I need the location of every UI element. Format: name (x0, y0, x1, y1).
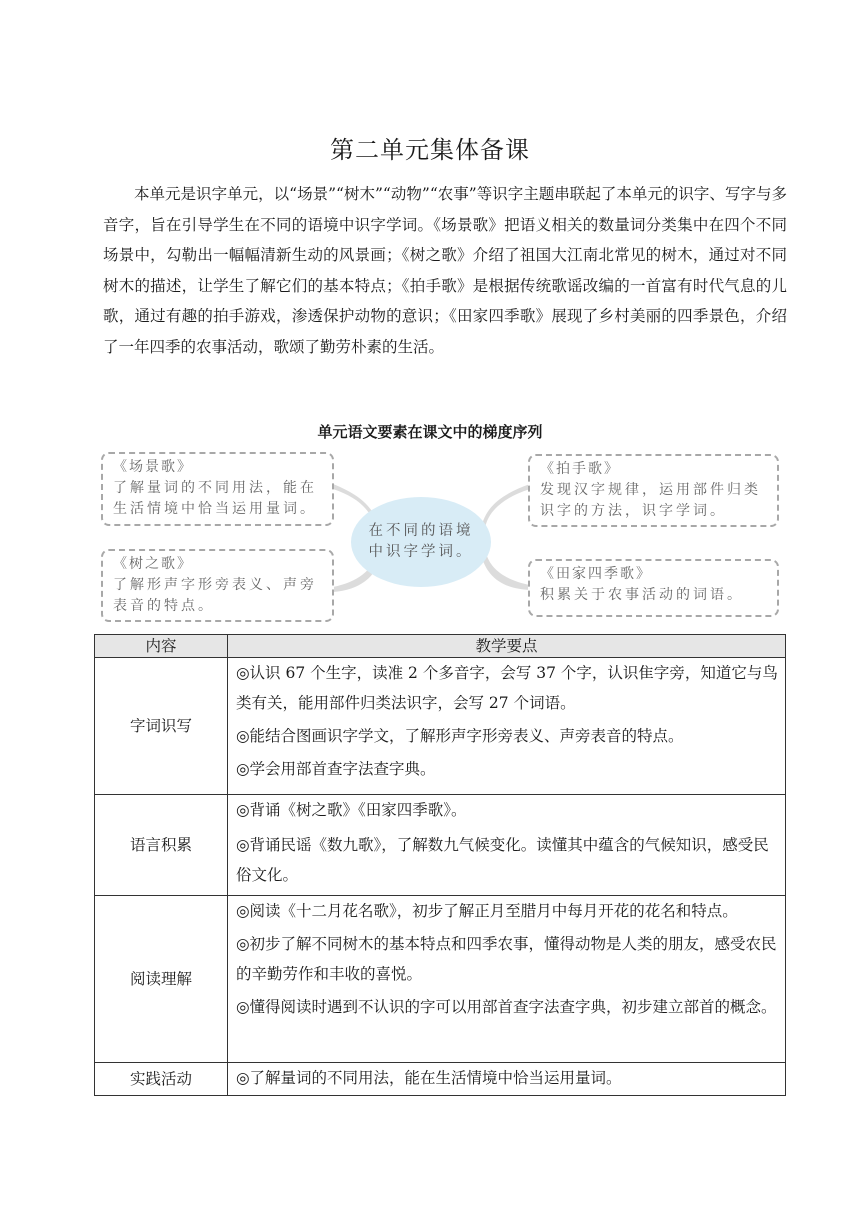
lesson-desc: 了解形声字形旁表义、声旁表音的特点。 (113, 577, 317, 614)
teaching-points-table (94, 634, 786, 1096)
table-row (95, 1063, 786, 1096)
teaching-point: ◎认识 67 个生字，读准 2 个多音字，会写 37 个字，认识隹字旁，知道它与鸟类有关，能用部件归类法识字，会写 27 个词语。 (236, 664, 778, 712)
row-category: 阅读理解 (95, 896, 228, 1063)
lesson-title: 《场景歌》 (113, 459, 193, 475)
lesson-title: 《树之歌》 (113, 556, 193, 572)
row-points (228, 795, 786, 896)
row-category: 实践活动 (95, 1063, 228, 1096)
teaching-point: ◎能结合图画识字学文，了解形声字形旁表义、声旁表音的特点。 (236, 727, 684, 745)
teaching-point: ◎背诵民谣《数九歌》，了解数九气候变化。读懂其中蕴含的气候知识，感受民俗文化。 (236, 836, 769, 884)
lesson-box-shuzhige (101, 549, 334, 622)
lesson-title: 《田家四季歌》 (540, 566, 652, 582)
row-points (228, 658, 786, 795)
lesson-desc: 发现汉字规律，运用部件归类识字的方法，识字学词。 (540, 482, 761, 519)
table-header-row (95, 635, 786, 658)
center-bubble (351, 497, 491, 587)
row-points (228, 1063, 786, 1096)
teaching-point: ◎了解量词的不同用法，能在生活情境中恰当运用量词。 (236, 1069, 622, 1087)
row-points (228, 896, 786, 1063)
lesson-box-changjingge (101, 452, 334, 526)
table-row (95, 658, 786, 795)
teaching-point: ◎懂得阅读时遇到不认识的字可以用部首查字法查字典，初步建立部首的概念。 (236, 998, 777, 1016)
header-points: 教学要点 (228, 635, 786, 658)
lesson-box-tianjiasijige (528, 559, 779, 617)
diagram-title: 单元语文要素在课文中的梯度序列 (317, 423, 543, 441)
row-category: 语言积累 (95, 795, 228, 896)
table-row (95, 896, 786, 1063)
intro-paragraph: 本单元是识字单元，以“场景”“树木”“动物”“农事”等识字主题串联起了本单元的识字、写字与多音字，旨在引导学生在不同的语境中识字学词。《场景歌》把语义相关的数量词分类集中在四个不同场景中，勾勒出一幅幅清新生动的风景画；《树之歌》介绍了祖国大江南北常见的树木，通过对不同树木的描述，让学生了解它们的基本特点；《拍手歌》是根据传统歌谣改编的一首富有时代气息的儿歌，通过有趣的拍手游戏，渗透保护动物的意识；《田家四季歌》展现了乡村美丽的四季景色，介绍了一年四季的农事活动，歌颂了勤劳朴素的生活。 (103, 185, 787, 356)
teaching-point: ◎学会用部首查字法查字典。 (236, 760, 436, 778)
row-category: 字词识写 (95, 658, 228, 795)
lesson-desc: 积累关于农事活动的词语。 (540, 587, 744, 603)
lesson-title: 《拍手歌》 (540, 461, 620, 477)
teaching-point: ◎阅读《十二月花名歌》，初步了解正月至腊月中每月开花的花名和特点。 (236, 902, 738, 920)
table-row (95, 795, 786, 896)
header-content: 内容 (95, 635, 228, 658)
teaching-point: ◎初步了解不同树木的基本特点和四季农事，懂得动物是人类的朋友，感受农民的辛勤劳作和丰收的喜悦。 (236, 935, 777, 983)
connector-bottom-right (481, 553, 530, 590)
connector-top-right (481, 484, 530, 528)
lesson-desc: 了解量词的不同用法，能在生活情境中恰当运用量词。 (113, 480, 317, 517)
lesson-box-paishouge (528, 454, 779, 527)
teaching-point: ◎背诵《树之歌》《田家四季歌》。 (236, 801, 467, 819)
page-title: 第二单元集体备课 (330, 136, 530, 164)
center-text: 在不同的语境中识字学词。 (368, 523, 474, 560)
